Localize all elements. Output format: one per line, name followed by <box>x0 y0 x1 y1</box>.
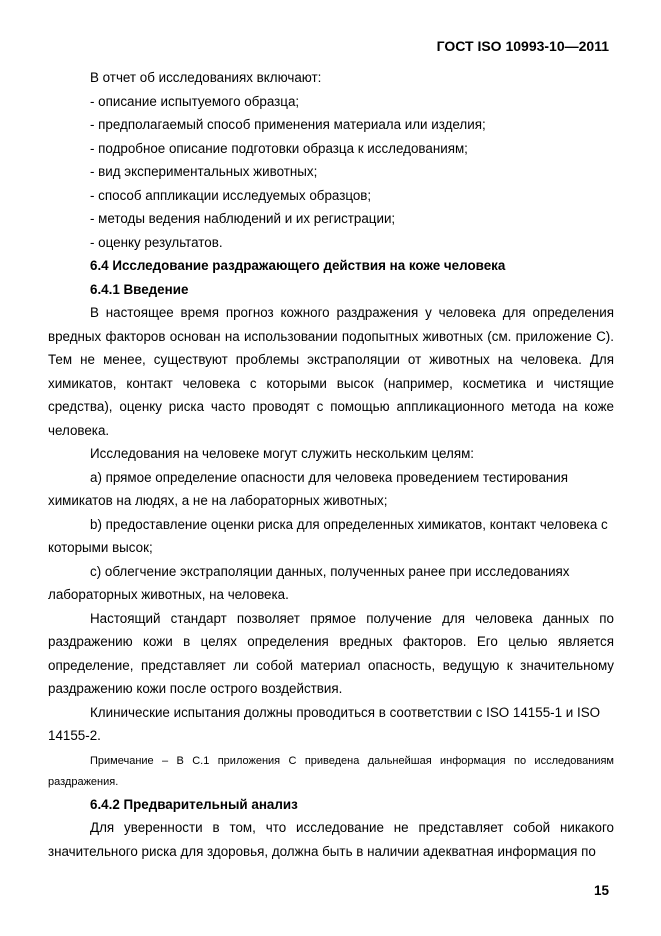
list-item: - описание испытуемого образца; <box>90 93 300 109</box>
paragraph: Настоящий стандарт позволяет прямое получение для человека данных по раздражению кожи в целях определения вредных факторов. Его целью является определение, представляет ли собой материал опасность, ведущую к значительному раздражению кожи после острого воздействия. <box>48 610 614 696</box>
document-body <box>48 66 614 863</box>
list-item: - оценку результатов. <box>90 234 223 250</box>
report-intro: В отчет об исследованиях включают: <box>90 70 322 85</box>
section-heading-6-4-1: 6.4.1 Введение <box>90 281 189 297</box>
paragraph: Клинические испытания должны проводиться в соответствии с ISO 14155-1 и ISO 14155-2. <box>48 704 601 743</box>
goal-item-c: с) облегчение экстраполяции данных, полученных ранее при исследованиях лабораторных животных, на человека. <box>48 563 570 602</box>
paragraph: Исследования на человеке могут служить нескольким целям: <box>90 446 475 461</box>
list-item: - методы ведения наблюдений и их регистрации; <box>90 211 396 226</box>
goal-item-b: b) предоставление оценки риска для определенных химикатов, контакт человека с которыми высок; <box>48 516 608 555</box>
page-number: 15 <box>593 883 609 898</box>
paragraph: Для уверенности в том, что исследование не представляет собой никакого значительного риска для здоровья, должна быть в наличии адекватная информация по <box>48 820 614 859</box>
list-item: - способ аппликации исследуемых образцов; <box>90 187 372 203</box>
document-code-header: ГОСТ ISO 10993-10—2011 <box>436 38 609 54</box>
list-item: - вид экспериментальных животных; <box>90 164 318 179</box>
list-item: - подробное описание подготовки образца к исследованиям; <box>90 140 468 156</box>
list-item: - предполагаемый способ применения материала или изделия; <box>90 117 486 132</box>
paragraph: В настоящее время прогноз кожного раздражения у человека для определения вредных факторов основан на использовании подопытных животных (см. приложение С). Тем не менее, существуют проблемы экстраполяции от животных на человека. Для химикатов, контакт человека с которыми высок (например, косметика и чистящие средства), оценку риска часто проводят с помощью аппликационного метода на коже человека. <box>48 305 614 438</box>
goal-item-a: а) прямое определение опасности для человека проведением тестирования химикатов на людях, а не на лабораторных животных; <box>48 469 569 508</box>
note: Примечание – В С.1 приложения С приведена дальнейшая информация по исследованиям раздражения. <box>48 754 614 788</box>
section-heading-6-4-2: 6.4.2 Предварительный анализ <box>90 796 298 812</box>
section-heading-6-4: 6.4 Исследование раздражающего действия на коже человека <box>90 258 506 273</box>
